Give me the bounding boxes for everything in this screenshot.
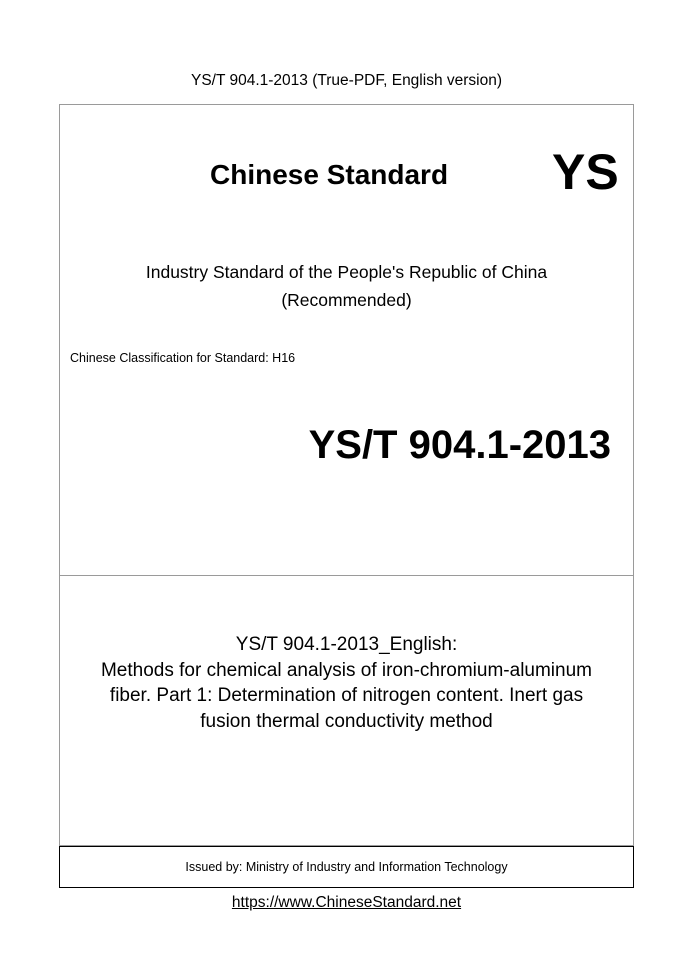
industry-statement	[60, 258, 633, 314]
document-title-line: Methods for chemical analysis of iron-chromium-aluminum	[100, 659, 592, 681]
document-title-line: fiber. Part 1: Determination of nitrogen content. Inert gas	[109, 685, 584, 706]
document-header: YS/T 904.1-2013 (True-PDF, English version)	[191, 72, 502, 89]
document-title-line: YS/T 904.1-2013_English:	[235, 634, 458, 655]
footer-link-container	[0, 894, 693, 912]
standard-number: YS/T 904.1-2013	[308, 423, 611, 467]
document-title	[60, 632, 633, 734]
cover-frame	[59, 104, 634, 846]
classification-label: Chinese Classification for Standard: H16	[70, 351, 296, 365]
issuer-text: Issued by: Ministry of Industry and Information Technology	[185, 860, 508, 874]
section-divider	[60, 575, 633, 576]
cover-title: Chinese Standard	[210, 159, 449, 190]
website-link[interactable]: https://www.ChineseStandard.net	[231, 894, 462, 911]
document-title-line: fusion thermal conductivity method	[200, 710, 493, 732]
industry-line: Industry Standard of the People's Republic of China	[145, 262, 548, 282]
issuer-box	[59, 846, 634, 888]
standard-code-badge: YS	[552, 144, 619, 200]
recommended-line: (Recommended)	[281, 290, 412, 310]
